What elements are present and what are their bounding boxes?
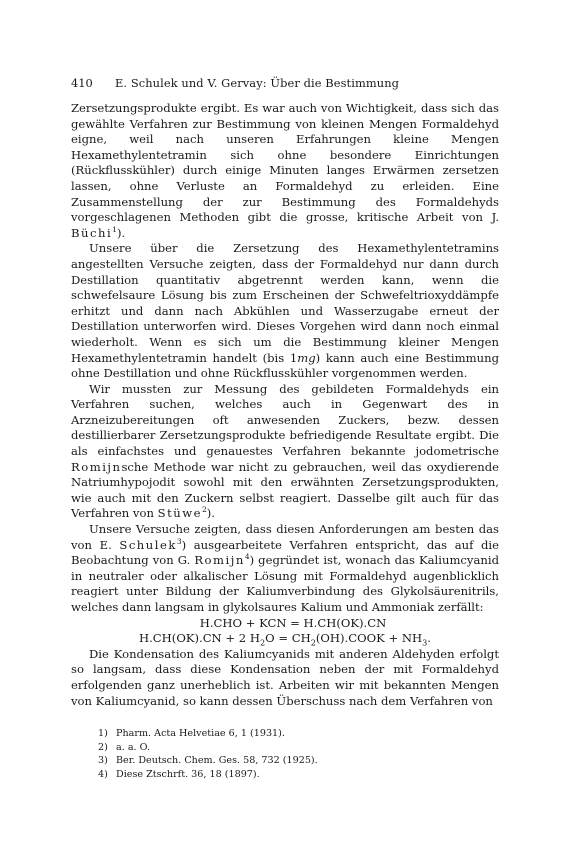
- eq2-part-c: (OH).COOK + NH: [315, 631, 423, 646]
- footnote-ref-1: 1: [112, 224, 117, 234]
- footnote-text: a. a. O.: [116, 741, 150, 753]
- reaction-equation-1: H.CHO + KCN = H.CH(OK).CN: [199, 615, 387, 630]
- eq2-sub-1: 2: [259, 637, 266, 648]
- paragraph-3-end: ).: [206, 506, 215, 521]
- footnote-ref-3: 3: [176, 536, 182, 546]
- paragraph-1-end: ).: [116, 225, 126, 240]
- paragraph-4: [71, 522, 499, 616]
- author-name-stuewe: Stüwe: [157, 506, 202, 521]
- running-header: [71, 76, 499, 92]
- footnote-mark: 1): [98, 728, 108, 739]
- footnote-3: [98, 754, 498, 768]
- footnote-ref-2: 2: [201, 505, 207, 515]
- eq2-sub-3: 3: [422, 637, 428, 648]
- footnote-text: Diese Ztschrft. 36, 18 (1897).: [116, 768, 260, 780]
- author-name-romijn-2: Romijn: [194, 553, 245, 568]
- paragraph-3-text-a: Wir mussten zur Messung des gebildeten Formaldehyds ein Verfahren suchen, welches auch in Gegenwart des in Arzneizubereitungen oft anwesenden Zuckers, bezw. dessen destillierbarer Zersetzungsprodukte befriedigende Resultate ergibt. Die als einfachstes und genauestes Verfahren bekannte jodometrische: [71, 381, 499, 459]
- eq2-part-d: .: [427, 631, 431, 646]
- eq2-sub-2: 2: [310, 637, 316, 648]
- paragraph-4-text-a: Unsere Versuche zeigten, dass diesen Anforderungen am besten das von E.: [71, 522, 499, 552]
- paragraph-2-text: Unsere über die Zersetzung des Hexamethylentetramins angestellten Versuche zeigten, dass der Formaldehyd nur dann durch Destillation quantitativ abgetrennt werden kann, wenn die schwefelsaure Lösung bis zum Erscheinen der Schwefeltrioxyddämpfe erhitzt und dann nach Abkühlen und Wasserzugabe erneut der Destillation unterworfen wird. Dieses Vorgehen wird dann noch einmal wiederholt. Wenn es sich um die Bestimmung kleiner Mengen Hexamethylentetramin handelt (bis 1: [71, 241, 499, 365]
- footnote-ref-4: 4: [244, 552, 250, 562]
- footnote-1: [98, 727, 498, 741]
- footnote-text: Pharm. Acta Helvetiae 6, 1 (1931).: [116, 728, 285, 739]
- author-name-romijn: Romijn: [71, 459, 122, 474]
- paragraph-3: [71, 382, 499, 522]
- author-name-schulek: Schulek: [119, 537, 177, 552]
- page-number: 410: [71, 76, 93, 90]
- paragraph-4-text-c: ) gegründet ist, wonach das Kaliumcyanid in neutraler oder alkalischer Lösung mit Formaldehyd augenblicklich reagiert unter Bildung der Kaliumverbindung des Glykolsäurenitrils, welches dann langsam in glykolsaures Kalium und Ammoniak zerfällt:: [71, 553, 499, 614]
- paragraph-1: [71, 101, 499, 241]
- paragraph-3-text-b: sche Methode war nicht zu gebrauchen, weil das oxydierende Natriumhypojodit sowohl mit den erwähnten Zersetzungsprodukten, wie auch mit den Zuckern selbst reagiert. Dasselbe gilt auch für das Verfahren von: [71, 459, 499, 521]
- footnote-2: [98, 741, 498, 755]
- footnotes: [98, 727, 498, 781]
- footnote-text: Ber. Deutsch. Chem. Ges. 58, 732 (1925).: [116, 755, 318, 766]
- footnote-mark: 4): [98, 768, 108, 780]
- footnote-mark: 2): [98, 741, 108, 753]
- footnote-4: [98, 768, 498, 782]
- footnote-mark: 3): [98, 755, 108, 766]
- author-name-buechi: Büchi: [71, 225, 113, 240]
- running-title: E. Schulek und V. Gervay: Über die Bestimmung: [115, 76, 400, 90]
- paragraph-4-text-b: ) ausgearbeitete Verfahren entspricht, das auf die Beobachtung von G.: [71, 537, 499, 568]
- eq2-part-a: H.CH(OK).CN + 2 H: [139, 631, 260, 646]
- main-text: [71, 101, 499, 709]
- reaction-equation-2: [71, 631, 499, 647]
- paragraph-2: [71, 241, 499, 381]
- paragraph-5: [71, 647, 499, 709]
- paragraph-5-text: Die Kondensation des Kaliumcyanids mit anderen Aldehyden erfolgt so langsam, dass diese Kondensation neben der mit Formaldehyd erfolgenden ganz unerheblich ist. Arbeiten wir mit bekannten Mengen von Kaliumcyanid, so kann dessen Überschuss nach dem Verfahren von: [71, 646, 499, 708]
- eq2-part-b: O = CH: [265, 631, 311, 646]
- paragraph-2-end: ) kann auch eine Bestimmung ohne Destillation und ohne Rückflusskühler vorgenommen werden.: [71, 350, 499, 381]
- paragraph-1-text: Zersetzungsprodukte ergibt. Es war auch von Wichtigkeit, dass sich das gewählte Verfahren zur Bestimmung von kleinen Mengen Formaldehyd eigne, weil nach unseren Erfahrungen kleine Mengen Hexamethylentetramin sich ohne besondere Einrichtungen (Rückflusskühler) durch einige Minuten langes Erwärmen zersetzen lassen, ohne Verluste an Formaldehyd zu erleiden. Eine Zusammenstellung der zur Bestimmung des Formaldehyds vorgeschlagenen Methoden gibt die grosse, kritische Arbeit von J.: [71, 101, 499, 225]
- unit-mg: mg: [297, 350, 316, 365]
